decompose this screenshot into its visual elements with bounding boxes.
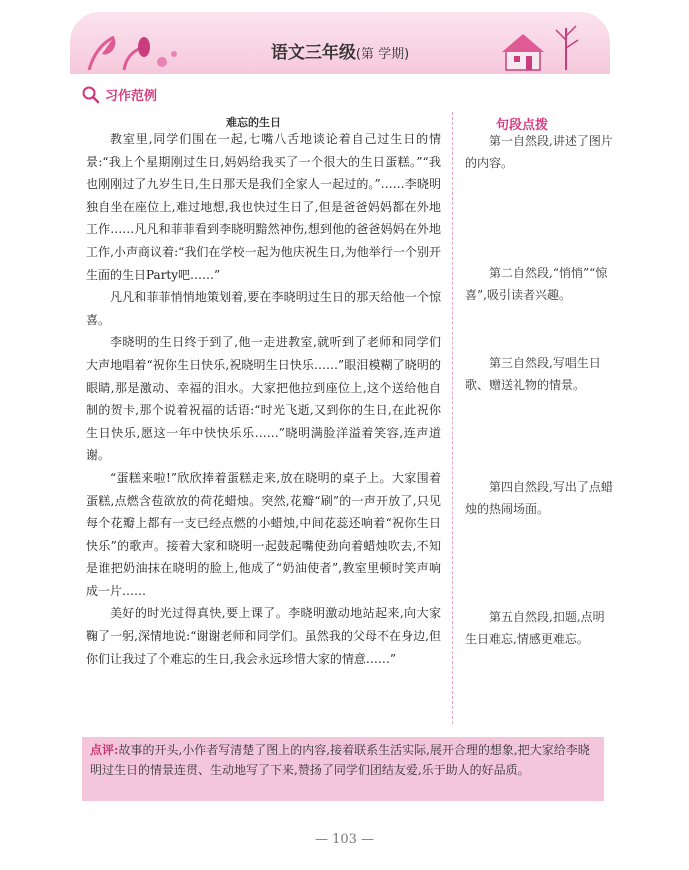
column-divider: [452, 112, 453, 724]
sidebar-title: 句段点拨: [496, 118, 549, 133]
magnifier-icon: [82, 86, 100, 104]
header-title: 语文三年级(第 学期): [270, 43, 410, 63]
sidebar-note: 第三自然段,写唱生日歌、赠送礼物的情景。: [465, 356, 601, 392]
essay-paragraph: 李晓明的生日终于到了,他一走进教室,就听到了老师和同学们大声地唱着“祝你生日快乐,祝晓明生日快乐……”眼泪模糊了晓明的眼睛,那是激动、幸福的泪水。大家把他拉到座位上,这个送给他自制的贺卡,那个说着祝福的话语:“时光飞逝,又到你的生日,在此祝你生日快乐,愿这一年中快快乐乐……”晓明满脸洋溢着笑容,连声道谢。: [86, 335, 441, 463]
page-number: — 103 —: [314, 832, 375, 847]
comment-box: [82, 737, 604, 801]
sidebar-note: 第五自然段,扣题,点明生日难忘,情感更难忘。: [465, 610, 605, 646]
house-tree-deco-icon: [496, 22, 596, 72]
sidebar-note: 第一自然段,讲述了图片的内容。: [465, 134, 613, 170]
essay-title: 难忘的生日: [226, 116, 281, 129]
essay-paragraph: 教室里,同学们围在一起,七嘴八舌地谈论着自己过生日的情景:“我上个星期刚过生日,妈妈给我买了一个很大的生日蛋糕。”“我也刚刚过了九岁生日,生日那天是我们全家人一起过的。”……李晓明独自坐在座位上,难过地想,我也快过生日了,但是爸爸妈妈都在外地工作……凡凡和菲菲看到李晓明黯然神伤,想到他的爸爸妈妈在外地工作,小声商议着:“我们在学校一起为他庆祝生日,为他举行一个别开生面的生日Party吧……”: [86, 132, 441, 282]
comment-text: 故事的开头,小作者写清楚了图上的内容,接着联系生活实际,展开合理的想象,把大家给李晓明过生日的情景连贯、生动地写了下来,赞扬了同学们团结友爱,乐于助人的好品质。: [90, 743, 590, 777]
essay-paragraph: 美好的时光过得真快,要上课了。李晓明激动地站起来,向大家鞠了一躬,深情地说:“谢谢老师和同学们。虽然我的父母不在身边,但你们让我过了个难忘的生日,我会永远珍惜大家的情意……”: [86, 606, 441, 666]
page-header-banner: [70, 12, 610, 74]
sidebar-note: 第四自然段,写出了点蜡烛的热闹场面。: [465, 480, 613, 516]
comment-label: 点评:: [90, 743, 119, 757]
essay-body: [86, 128, 441, 670]
essay-paragraph: 凡凡和菲菲悄悄地策划着,要在李晓明过生日的那天给他一个惊喜。: [86, 290, 441, 327]
sidebar-note: 第二自然段,“悄悄”“惊喜”,吸引读者兴趣。: [465, 266, 608, 302]
section-label: 习作范例: [82, 85, 157, 104]
essay-paragraph: “蛋糕来啦!”欣欣捧着蛋糕走来,放在晓明的桌子上。大家围着蛋糕,点燃含苞欲放的荷花蜡烛。突然,花瓣“刷”的一声开放了,只见每个花瓣上都有一支已经点燃的小蜡烛,中间花蕊还响着“祝你生日快乐”的歌声。接着大家和晓明一起鼓起嘴使劲向着蜡烛吹去,不知是谁把奶油抹在晓明的脸上,他成了“奶油使者”,教室里顿时笑声响成一片……: [86, 470, 441, 598]
